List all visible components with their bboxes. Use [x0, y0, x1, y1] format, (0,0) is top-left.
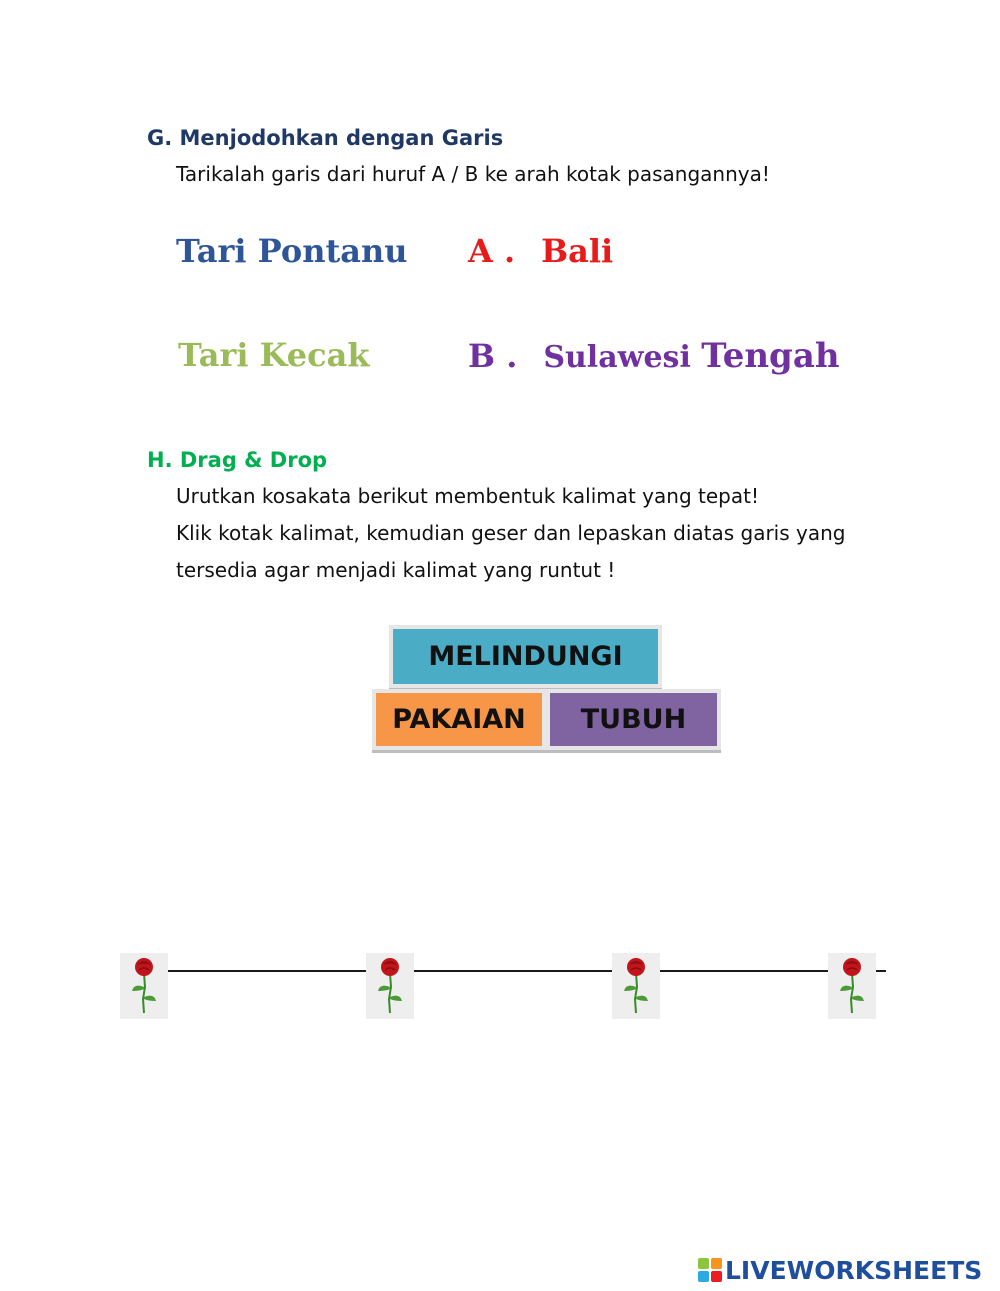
- match-left-item-2[interactable]: Tari Kecak: [178, 336, 370, 374]
- drag-word-pakaian[interactable]: PAKAIAN: [372, 689, 546, 750]
- option-b-text-big: Tengah: [701, 336, 840, 376]
- logo-text: LIVEWORKSHEETS: [725, 1255, 983, 1285]
- drop-slot-2[interactable]: [366, 953, 414, 1019]
- option-a-text: Bali: [541, 232, 614, 270]
- match-option-a[interactable]: [468, 232, 613, 270]
- section-g-title: G. Menjodohkan dengan Garis: [147, 126, 504, 150]
- rose-icon: [612, 953, 660, 1019]
- drag-word-tubuh[interactable]: TUBUH: [546, 689, 721, 750]
- option-a-letter: A .: [468, 232, 516, 270]
- section-h-instruction-1: Urutkan kosakata berikut membentuk kalimat yang tepat!: [176, 484, 759, 508]
- option-b-letter: B .: [468, 337, 518, 375]
- section-h-instruction-3: tersedia agar menjadi kalimat yang runtut !: [176, 558, 616, 582]
- drop-slot-4[interactable]: [828, 953, 876, 1019]
- section-h-instruction-2: Klik kotak kalimat, kemudian geser dan lepaskan diatas garis yang: [176, 521, 846, 545]
- section-h-title: H. Drag & Drop: [147, 448, 328, 472]
- section-g-instruction: Tarikalah garis dari huruf A / B ke arah kotak pasangannya!: [176, 162, 770, 186]
- match-option-b[interactable]: [468, 336, 840, 376]
- drop-slot-3[interactable]: [612, 953, 660, 1019]
- liveworksheets-logo: [698, 1255, 982, 1285]
- rose-icon: [828, 953, 876, 1019]
- match-left-item-1[interactable]: Tari Pontanu: [176, 232, 408, 270]
- drop-target-line[interactable]: [124, 970, 886, 972]
- drop-slot-1[interactable]: [120, 953, 168, 1019]
- drag-word-melindungi[interactable]: MELINDUNGI: [389, 625, 662, 688]
- option-b-text: Sulawesi: [543, 340, 702, 375]
- liveworksheets-logo-icon: [698, 1258, 722, 1282]
- rose-icon: [120, 953, 168, 1019]
- rose-icon: [366, 953, 414, 1019]
